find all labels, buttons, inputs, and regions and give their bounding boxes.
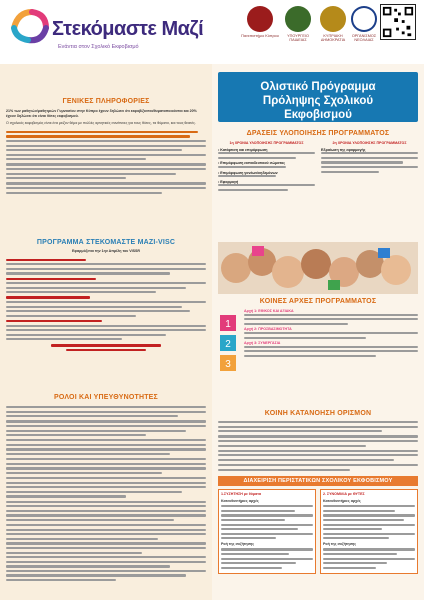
general-info-section — [6, 98, 206, 196]
svg-text:3: 3 — [225, 359, 231, 370]
management-perpetrators-block — [320, 489, 418, 574]
left-column — [0, 64, 212, 600]
partner-logo-republic: ΚΥΠΡΙΑΚΗ ΔΗΜΟΚΡΑΤΙΑ — [318, 6, 348, 42]
principle-1-title: Αρχή 1: ΕΘΙΚΟΣ ΚΑΙ ΑΞΙΑΚΑ — [244, 309, 294, 313]
perpetrators-head: 2. ΣΥΝΟΜΙΛΙΑ με ΘΥΤΕΣ — [323, 492, 365, 496]
university-seal-icon — [247, 6, 273, 32]
principle-2-title: Αρχή 2: ΠΡΟΣΒΑΣΙΜΟΤΗΤΑ — [244, 327, 292, 332]
victims-subhead: Κατευθυντήριες αρχές — [221, 498, 259, 503]
year-2-item: Εδραίωση της εφαρμογής — [321, 147, 366, 152]
general-info-lead: 21% των μαθητών/μαθητριών Γυμνασίου στην Κύπρο έχουν δηλώσει ότι εκφοβίζονται/θυματοποιούνται και 20% έχουν δηλώσει ότι είναι θύτες εκφοβισμού. — [6, 109, 197, 118]
right-column — [212, 64, 424, 600]
definition-title: ΚΟΙΝΗ ΚΑΤΑΝΟΗΣΗ ΟΡΙΣΜΟΝ — [264, 410, 372, 417]
program-logo-icon — [8, 6, 52, 46]
roles-title: ΡΟΛΟΙ ΚΑΙ ΥΠΕΥΘΥΝΟΤΗΤΕΣ — [54, 394, 158, 401]
perpetrators-flow-head: Ροή της συζήτησης — [323, 541, 357, 546]
svg-text:1: 1 — [225, 319, 231, 330]
year-1-item: • Εφαρμογή — [218, 179, 239, 184]
partner-logo-ucy: Πανεπιστήμιο Κύπρου — [240, 6, 280, 42]
svg-text:2: 2 — [225, 339, 231, 350]
year-1-title: 1η ΧΡΟΝΙΑ ΥΛΟΠΟΙΗΣΗΣ ΠΡΟΓΡΑΜΜΑΤΟΣ — [229, 141, 304, 145]
hands-photo-image — [218, 242, 418, 294]
victims-flow-head: Ροή της συζήτησης — [221, 541, 255, 546]
actions-title: ΔΡΑΣΕΙΣ ΥΛΟΠΟΙΗΣΗΣ ΠΡΟΓΡΑΜΜΑΤΟΣ — [246, 130, 390, 137]
actions-section — [218, 130, 418, 193]
ministry-seal-icon — [285, 6, 311, 32]
year-1-item: • Επιμόρφωση εκπαιδευτικού σώματος — [218, 161, 286, 166]
definition-body — [218, 421, 418, 471]
principles-section — [218, 298, 418, 370]
perpetrators-subhead: Κατευθυντήριες αρχές — [323, 498, 361, 503]
program-logo-title: Στεκόμαστε Μαζί — [52, 18, 204, 40]
program-title: ΠΡΟΓΡΑΜΜΑ ΣΤΕΚΟΜΑΣΤΕ ΜΑΖΙ-VISC — [36, 239, 176, 246]
principle-3-title: Αρχή 3: ΣΥΝΕΡΓΑΣΙΑ — [244, 341, 281, 346]
republic-seal-icon — [320, 6, 346, 32]
program-subtitle: Εφαρμόζεται την 1ην Απρίλη του VISSR — [71, 249, 141, 253]
program-logo-subtitle: Ενάντια στον Σχολικό Εκφοβισμό — [58, 44, 139, 50]
youth-org-icon — [351, 6, 377, 32]
year-1-item: • Κατάρτιση και επιμόρφωση — [218, 147, 268, 152]
program-section — [6, 239, 206, 351]
year-2-block — [321, 141, 418, 193]
year-1-block — [218, 141, 315, 193]
page-header — [0, 0, 424, 64]
definition-section — [218, 410, 418, 473]
year-1-item: • Επιμόρφωση γονέων/κηδεμόνων — [218, 170, 278, 175]
roles-section — [6, 394, 206, 584]
management-victims-block — [218, 489, 316, 574]
victims-head: 1.ΣΥΖΗΤΗΣΗ με θύματα — [221, 492, 261, 496]
partner-logo-youth: ΟΡΓΑΝΙΣΜΟΣ ΝΕΟΛΑΙΑΣ — [348, 6, 380, 42]
general-info-body — [6, 131, 206, 194]
principles-title: ΚΟΙΝΕΣ ΑΡΧΕΣ ΠΡΟΓΡΑΜΜΑΤΟΣ — [259, 298, 377, 305]
year-2-title: 2η ΧΡΟΝΙΑ ΥΛΟΠΟΙΗΣΗΣ ΠΡΟΓΡΑΜΜΑΤΟΣ — [332, 141, 407, 145]
management-title: ΔΙΑΧΕΙΡΙΣΗ ΠΕΡΙΣΤΑΤΙΚΩΝ ΣΧΟΛΙΚΟΥ ΕΚΦΟΒΙΣΜΟΥ — [218, 476, 418, 486]
banner-line-3: Εκφοβισμού — [284, 109, 352, 121]
management-section — [218, 476, 418, 574]
general-info-title: ΓΕΝΙΚΕΣ ΠΛΗΡΟΦΟΡΙΕΣ — [62, 98, 150, 105]
partner-logo-ministry: ΥΠΟΥΡΓΕΙΟ ΠΑΙΔΕΙΑΣ — [283, 6, 313, 42]
numbered-cubes-icon — [218, 313, 240, 373]
program-body — [6, 259, 206, 352]
banner-line-1: Ολιστικό Πρόγραμμα — [260, 81, 376, 93]
general-info-paragraph: Ο σχολικός εκφοβισμός είναι ένα μείζον θέμα με πολλές αρνητικές συνέπειες για τους θύτες, τα θύματα, και τους θεατές. — [6, 121, 196, 126]
roles-body — [6, 406, 206, 581]
program-banner — [218, 72, 418, 122]
banner-line-2: Πρόληψης Σχολικού — [262, 95, 374, 107]
qr-code-icon[interactable] — [380, 4, 416, 40]
